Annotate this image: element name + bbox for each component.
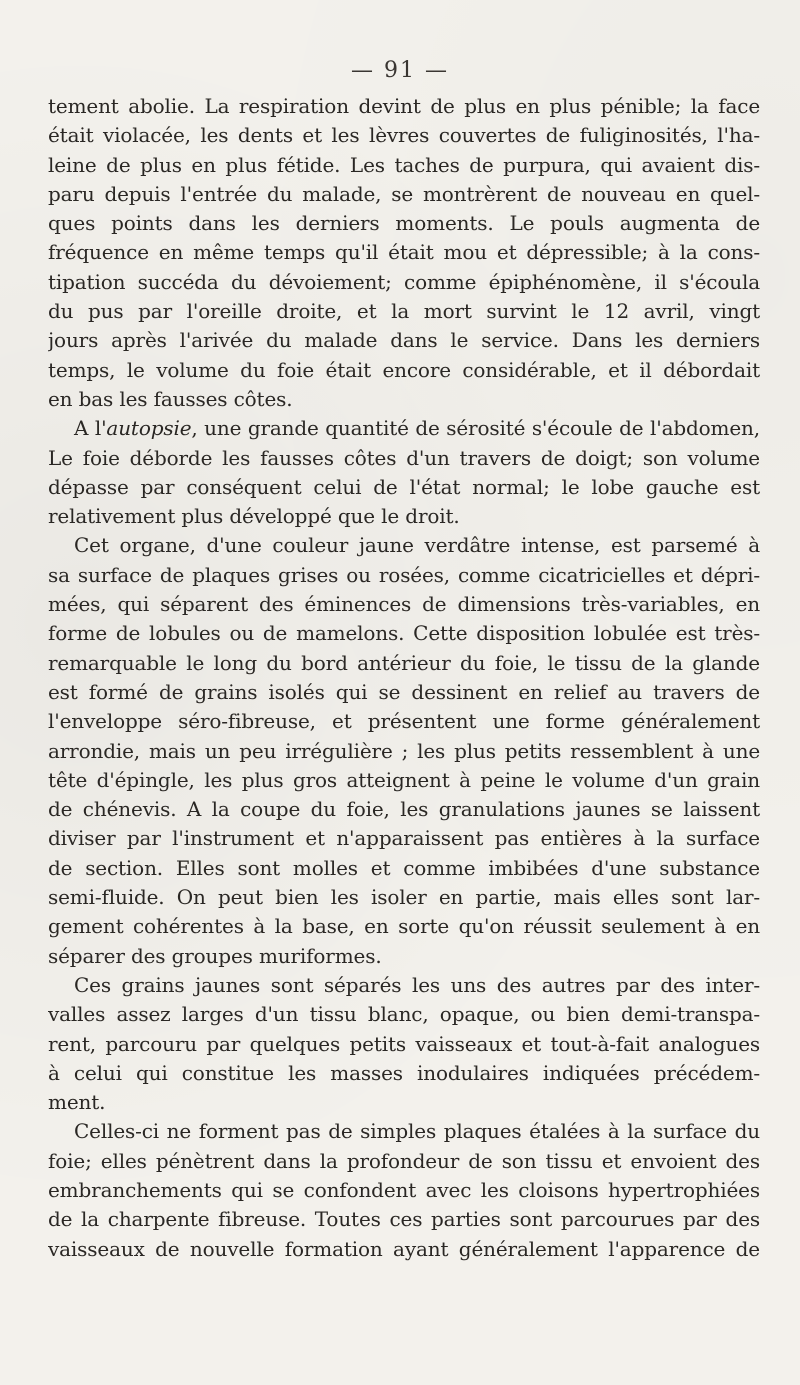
text-line: à celui qui constitue les masses inodulaires indiquées précédem- [48,1060,760,1085]
text-line: foie; elles pénètrent dans la profondeur de son tissu et envoient des [48,1148,760,1173]
text-line: relativement plus développé que le droit. [48,504,460,529]
text-line: rent, parcouru par quelques petits vaisseaux et tout-à-fait analogues [48,1031,760,1056]
italic-term: autopsie [106,416,192,441]
text-line: dépasse par conséquent celui de l'état normal; le lobe gauche est [48,474,760,499]
text-line: ques points dans les derniers moments. Le pouls augmenta de [48,211,760,236]
text-line: gement cohérentes à la base, en sorte qu'on réussit seulement à en [48,914,760,939]
text-line: en bas les fausses côtes. [48,386,293,411]
text-line: Cet organe, d'une couleur jaune verdâtre intense, est parsemé à [74,533,760,558]
page-number: — 91 — [351,58,449,83]
text-line: arrondie, mais un peu irrégulière ; les plus petits ressemblent à une [48,738,760,763]
text-line: valles assez larges d'un tissu blanc, opaque, ou bien demi-transpa- [48,1002,760,1027]
text-line: leine de plus en plus fétide. Les taches de purpura, qui avaient dis- [48,152,760,177]
text-line: de chénevis. A la coupe du foie, les granulations jaunes se laissent [48,797,760,822]
text-line: de la charpente fibreuse. Toutes ces parties sont parcourues par des [48,1207,760,1232]
text-line: mées, qui séparent des éminences de dimensions très-variables, en [48,592,760,617]
text-line: paru depuis l'entrée du malade, se montrèrent de nouveau en quel- [48,181,760,206]
text-line: vaisseaux de nouvelle formation ayant généralement l'apparence de [48,1236,760,1261]
text-line: tête d'épingle, les plus gros atteignent à peine le volume d'un grain [48,767,760,792]
text-line: temps, le volume du foie était encore considérable, et il débordait [48,357,760,382]
text-line: de section. Elles sont molles et comme imbibées d'une substance [48,855,760,880]
text-line: remarquable le long du bord antérieur du foie, le tissu de la glande [48,650,760,675]
text-line: tipation succéda du dévoiement; comme épiphénomène, il s'écoula [48,269,760,294]
text-line: était violacée, les dents et les lèvres couvertes de fuliginosités, l'ha- [48,123,760,148]
text-line: est formé de grains isolés qui se dessinent en relief au travers de [48,679,760,704]
text-line: l'enveloppe séro-fibreuse, et présentent une forme généralement [48,709,760,734]
text-line: semi-fluide. On peut bien les isoler en partie, mais elles sont lar- [48,885,760,910]
text-line: Celles-ci ne forment pas de simples plaques étalées à la surface du [74,1119,760,1144]
text-line: séparer des groupes muriformes. [48,943,382,968]
text-line: du pus par l'oreille droite, et la mort survint le 12 avril, vingt [48,299,760,324]
text-line [48,414,760,443]
text-line: diviser par l'instrument et n'apparaissent pas entières à la surface [48,826,760,851]
body-text [48,92,760,1264]
text-fragment: , une grande quantité de sérosité s'écoule de l'abdomen, [191,416,760,441]
text-line: sa surface de plaques grises ou rosées, comme cicatricielles et dépri- [48,562,760,587]
text-line: Ces grains jaunes sont séparés les uns des autres par des inter- [74,972,760,997]
text-line: ment. [48,1090,106,1115]
text-line: tement abolie. La respiration devint de plus en plus pénible; la face [48,94,760,118]
text-line: forme de lobules ou de mamelons. Cette disposition lobulée est très- [48,621,760,646]
text-line: fréquence en même temps qu'il était mou et dépressible; à la cons- [48,240,760,265]
text-fragment: A l' [74,416,107,441]
text-line: embranchements qui se confondent avec les cloisons hypertrophiées [48,1177,760,1202]
text-line: jours après l'arivée du malade dans le service. Dans les derniers [48,328,760,353]
text-line: Le foie déborde les fausses côtes d'un travers de doigt; son volume [48,445,760,470]
